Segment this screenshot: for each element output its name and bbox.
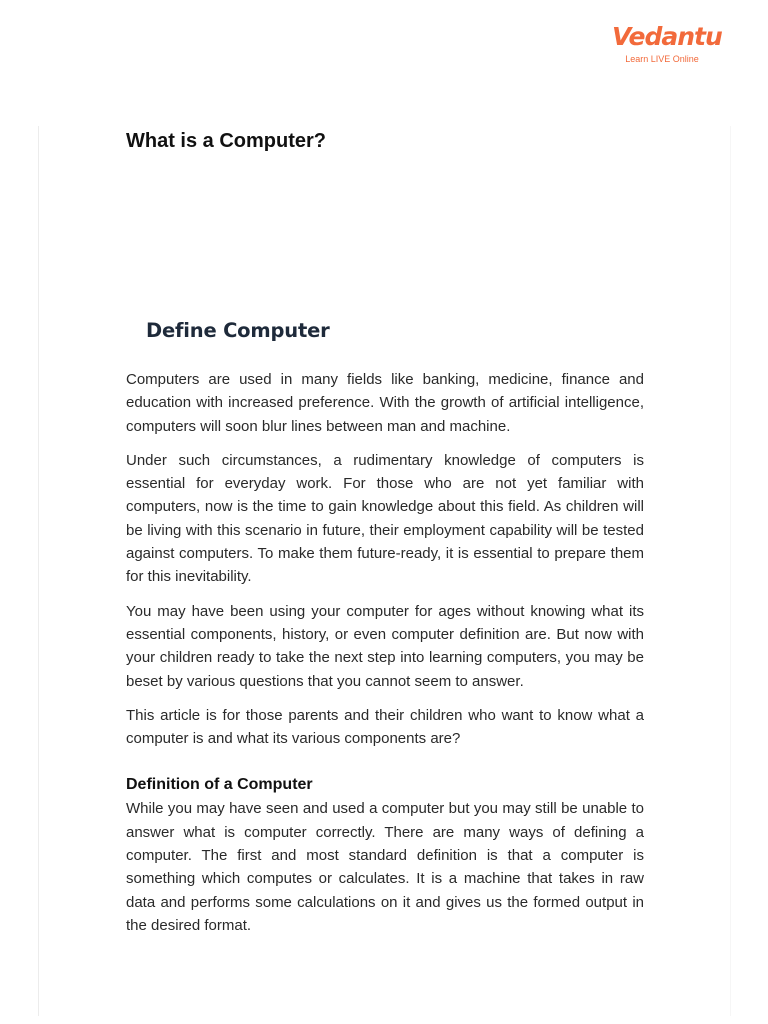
body-text [126,368,644,948]
subsection-paragraph: While you may have seen and used a computer but you may still be unable to answer what is computer correctly. There are many ways of defining a computer. The first and most standard definition is that a computer is something which computes or calculates. It is a machine that takes in raw data and performs some calculations on it and gives us the formed output in the desired format. [126,800,644,934]
section-heading: Define Computer [146,319,330,342]
paragraph-1: Computers are used in many fields like banking, medicine, finance and education with increased preference. With the growth of artificial intelligence, computers will soon blur lines between man and machine. [126,371,644,435]
subsection-heading: Definition of a Computer [126,776,313,794]
vedantu-logo [612,22,722,65]
document-content [126,126,644,934]
right-margin-rule [730,126,731,1016]
paragraph-3: You may have been using your computer for ages without knowing what its essential components, history, or even computer definition are. But now with your children ready to take the next step into learning computers, you may be beset by various questions that you cannot seem to answer. [126,602,644,690]
logo-tagline: Learn LIVE Online [625,54,699,64]
left-margin-rule [38,126,39,1016]
logo-wordmark: Vedantu [612,22,722,51]
paragraph-2: Under such circumstances, a rudimentary knowledge of computers is essential for everyday work. For those who are not yet familiar with computers, now is the time to gain knowledge about this field. As children will be living with this scenario in future, their employment capability will be tested against computers. To make them future-ready, it is essential to prepare them for this inevitability. [126,451,644,586]
paragraph-4: This article is for those parents and their children who want to know what a computer is and what its various components are? [126,706,644,748]
page-title: What is a Computer? [126,130,327,152]
